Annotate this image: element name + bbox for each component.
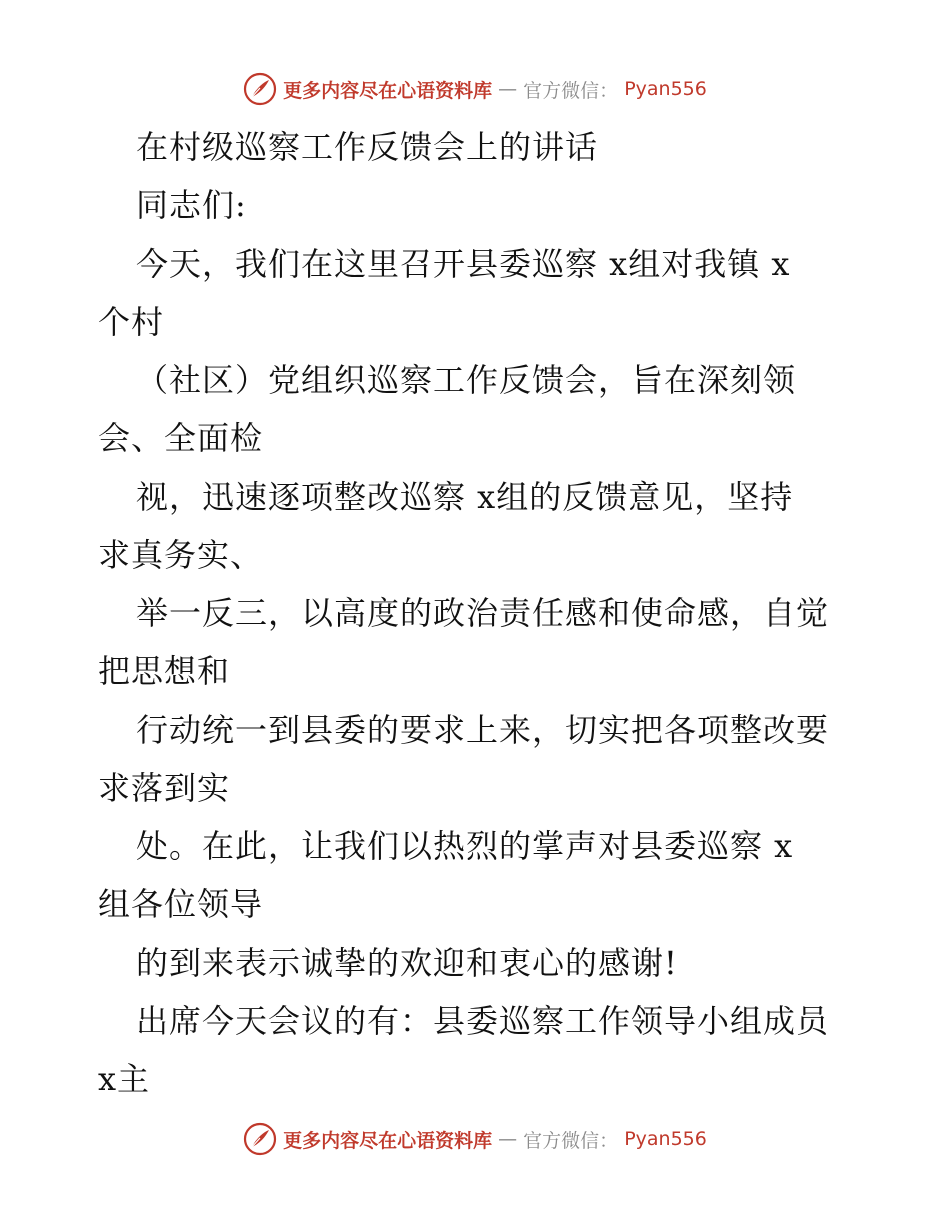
watermark-main-text: 更多内容尽在心语资料库: [283, 1129, 493, 1152]
watermark-header: [0, 72, 950, 106]
watermark-label: 官方微信：: [523, 1129, 619, 1152]
watermark-account-id: Pyan556: [624, 1128, 707, 1150]
feather-pen-icon: [243, 1122, 277, 1156]
paragraph-line: 视，迅速逐项整改巡察 x组的反馈意见，坚持: [136, 478, 794, 516]
salutation: 同志们:: [136, 186, 247, 224]
watermark-separator: —: [498, 1128, 518, 1150]
watermark-main-text: 更多内容尽在心语资料库: [283, 79, 493, 102]
document-title: 在村级巡察工作反馈会上的讲话: [136, 128, 599, 166]
paragraph-line: 行动统一到县委的要求上来，切实把各项整改要: [136, 711, 830, 749]
watermark-separator: —: [498, 78, 518, 100]
paragraph-line: 把思想和: [98, 652, 231, 690]
paragraph-line: 今天，我们在这里召开县委巡察 x组对我镇 x: [136, 245, 791, 283]
paragraph-line: 求真务实、: [98, 536, 264, 574]
feather-pen-icon: [243, 72, 277, 106]
paragraph-line: 的到来表示诚挚的欢迎和衷心的感谢!: [136, 944, 678, 982]
paragraph-line: 会、全面检: [98, 419, 264, 457]
paragraph-line: 出席今天会议的有：县委巡察工作领导小组成员: [136, 1002, 830, 1040]
watermark-account-id: Pyan556: [624, 78, 707, 100]
paragraph-line: 处。在此，让我们以热烈的掌声对县委巡察 x: [136, 827, 794, 865]
paragraph-line: 组各位领导: [98, 885, 264, 923]
paragraph-line: 求落到实: [98, 769, 231, 807]
paragraph-line: x主: [98, 1060, 151, 1098]
watermark-footer: [0, 1122, 950, 1156]
watermark-label: 官方微信：: [523, 79, 619, 102]
paragraph-line: 个村: [98, 303, 165, 341]
paragraph-line: 举一反三，以高度的政治责任感和使命感，自觉: [136, 594, 830, 632]
paragraph-line: （社区）党组织巡察工作反馈会，旨在深刻领: [136, 361, 797, 399]
